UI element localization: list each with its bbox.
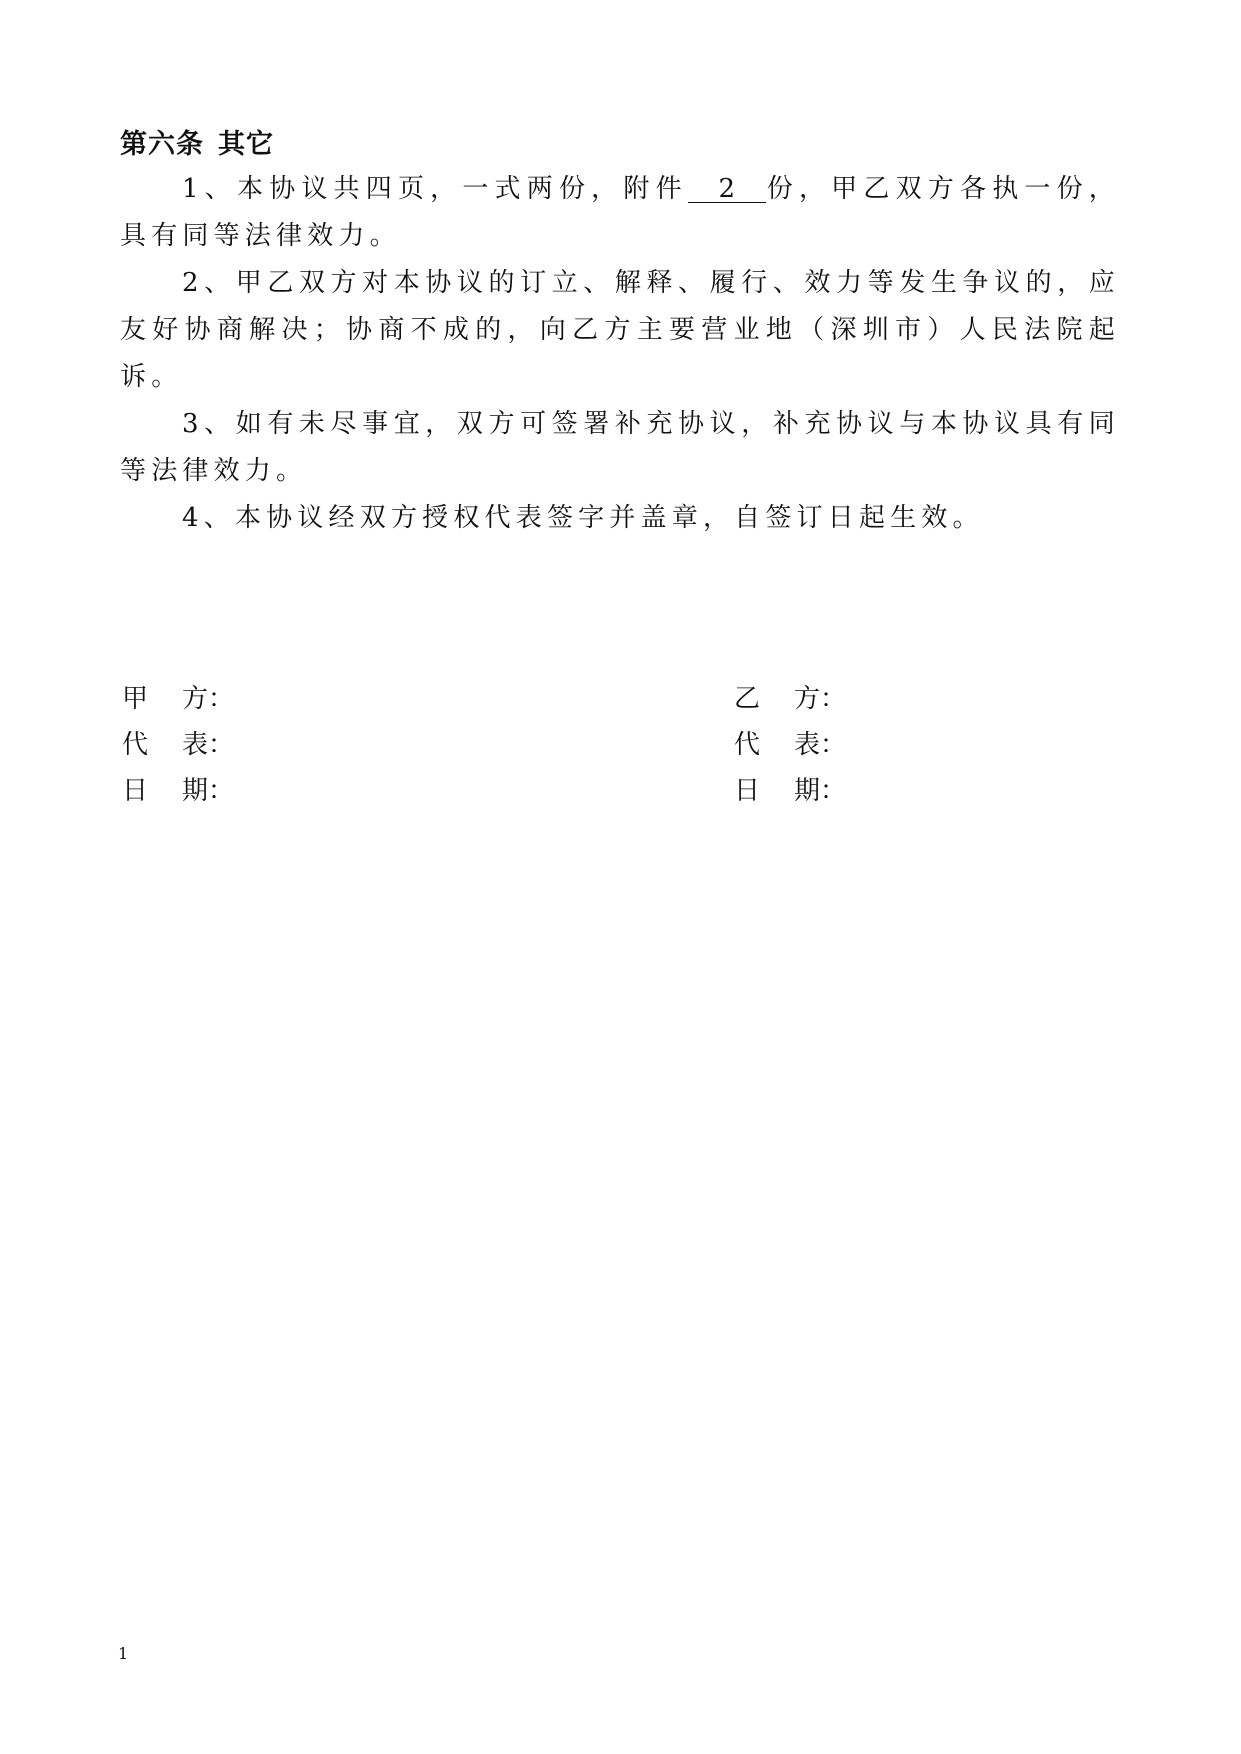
- party-a-name-label-2: 方：: [182, 684, 235, 714]
- party-a-date-label-2: 期：: [182, 776, 235, 806]
- party-b-name-row: [734, 676, 846, 722]
- clause-1-text-before: 1、本协议共四页，一式两份，附件: [182, 174, 688, 204]
- party-a-date-row: [122, 768, 234, 814]
- clause-3: 3、如有未尽事宜，双方可签署补充协议，补充协议与本协议具有同等法律效力。: [120, 409, 1120, 486]
- party-b-signature-block: [734, 676, 846, 814]
- party-a-representative-row: [122, 722, 234, 768]
- party-a-date-label-1: 日: [122, 776, 149, 806]
- clause-4: 4、本协议经双方授权代表签字并盖章，自签订日起生效。: [182, 503, 984, 533]
- party-b-date-label-1: 日: [734, 776, 761, 806]
- article-heading: [120, 122, 274, 161]
- clause-1: [120, 166, 1120, 260]
- article-number: 第六条: [120, 129, 204, 160]
- party-b-representative-label-2: 表：: [794, 730, 847, 760]
- party-b-name-label-1: 乙: [734, 684, 761, 714]
- attachment-count-blank: 2: [688, 176, 766, 203]
- article-title: 其它: [218, 129, 274, 160]
- clause-1-text-after: 份，甲乙双方各执一份，具有同等法律效力。: [120, 174, 1121, 251]
- party-b-date-label-2: 期：: [794, 776, 847, 806]
- page-number: 1: [118, 1644, 129, 1663]
- party-a-name-label-1: 甲: [122, 684, 149, 714]
- clause-2: 2、甲乙双方对本协议的订立、解释、履行、效力等发生争议的，应友好协商解决；协商不成的，向乙方主要营业地（深圳市）人民法院起诉。: [120, 268, 1120, 392]
- party-b-representative-label-1: 代: [734, 730, 761, 760]
- party-b-date-row: [734, 768, 846, 814]
- party-b-name-label-2: 方：: [794, 684, 847, 714]
- party-b-representative-row: [734, 722, 846, 768]
- party-a-name-row: [122, 676, 234, 722]
- article-body: [120, 166, 1120, 542]
- party-a-representative-label-2: 表：: [182, 730, 235, 760]
- party-a-representative-label-1: 代: [122, 730, 149, 760]
- party-a-signature-block: [122, 676, 234, 814]
